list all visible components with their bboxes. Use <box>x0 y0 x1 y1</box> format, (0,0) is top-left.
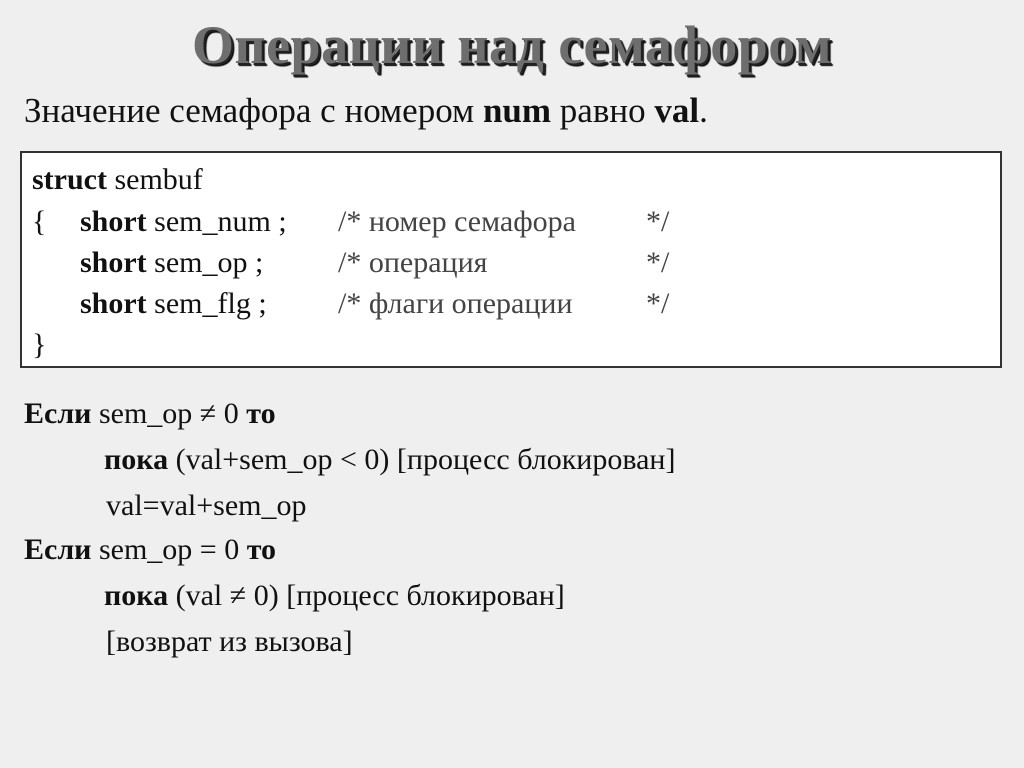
field-comment: /* номер семафора <box>338 205 576 238</box>
field-comment: /* операция <box>338 246 488 279</box>
rule-while-nonzero <box>104 576 565 616</box>
field-comment: /* флаги операции <box>338 287 573 320</box>
intro-num: num <box>482 91 552 130</box>
field-decl: sem_num ; <box>146 205 287 238</box>
field-line-sem-op <box>80 244 263 282</box>
field-type: short <box>80 246 147 279</box>
field-comment-close: */ <box>646 246 670 279</box>
rule-expr: (val+sem_op < 0) [процесс блокирован] <box>168 443 676 476</box>
rule-keyword-then: то <box>246 533 277 566</box>
field-line-sem-num <box>80 203 287 241</box>
rule-keyword: пока <box>104 579 169 612</box>
slide-title: Операции над семафором <box>191 15 833 75</box>
field-line-sem-flg <box>80 285 267 323</box>
rule-return: [возврат из вызова] <box>106 625 353 658</box>
intro-prefix: Значение семафора с номером <box>24 91 483 130</box>
intro-val: val <box>654 91 700 130</box>
struct-header-line <box>32 161 203 199</box>
field-decl: sem_op ; <box>146 246 264 279</box>
struct-keyword: struct <box>32 163 107 196</box>
intro-middle: равно <box>551 91 655 130</box>
struct-name: sembuf <box>106 163 203 196</box>
close-brace: } <box>32 328 47 361</box>
field-comment-close: */ <box>646 205 670 238</box>
rule-keyword: пока <box>104 443 169 476</box>
rule-expr: sem_op = 0 <box>91 533 247 566</box>
rule-assignment: val=val+sem_op <box>106 489 307 522</box>
rule-while-negative <box>104 440 675 480</box>
rule-keyword-then: то <box>246 397 276 430</box>
rule-keyword: Если <box>24 397 92 430</box>
rule-keyword: Если <box>24 533 92 566</box>
rule-if-zero <box>24 530 276 570</box>
field-type: short <box>80 287 147 320</box>
rule-if-nonzero <box>24 394 276 434</box>
intro-suffix: . <box>699 91 708 130</box>
struct-code-box <box>20 151 1002 368</box>
rule-expr: sem_op ≠ 0 <box>91 397 247 430</box>
field-comment-close: */ <box>646 287 670 320</box>
rule-expr: (val ≠ 0) [процесс блокирован] <box>168 579 565 612</box>
open-brace: { <box>32 205 47 238</box>
field-type: short <box>80 205 147 238</box>
field-decl: sem_flg ; <box>146 287 267 320</box>
intro-sentence <box>24 86 708 136</box>
